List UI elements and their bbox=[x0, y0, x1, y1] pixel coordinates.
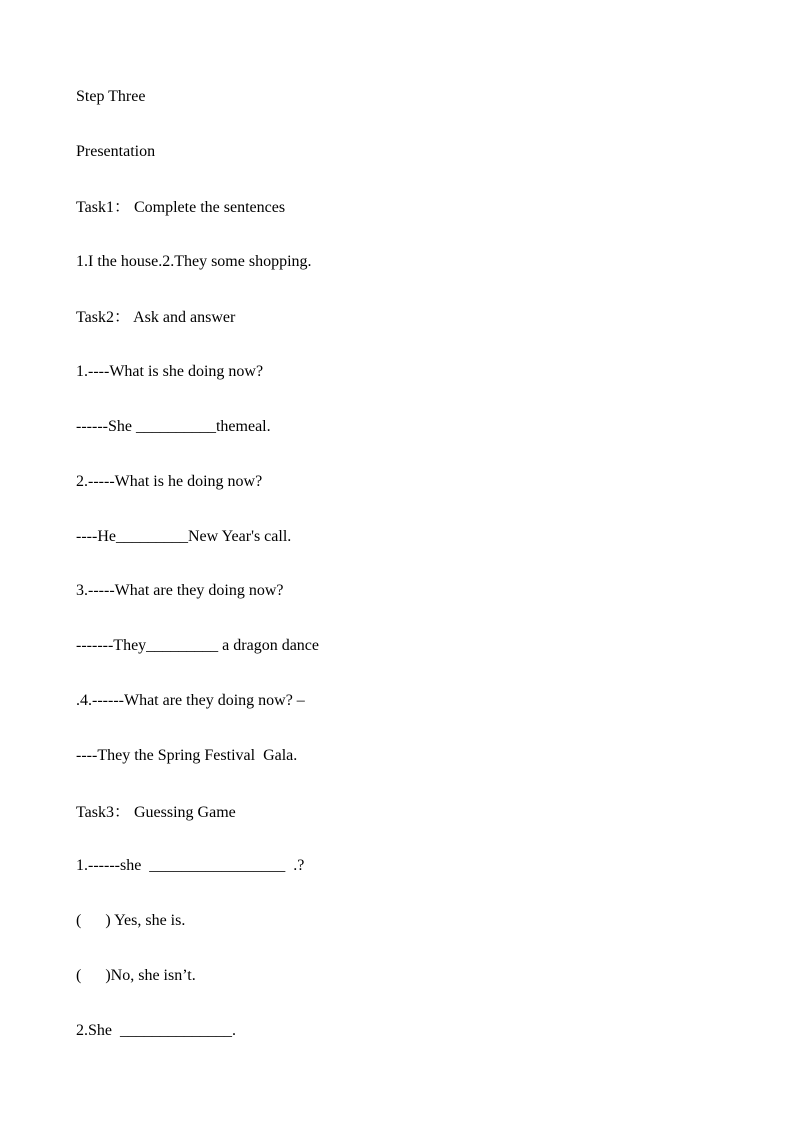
task3-heading: Task3： Guessing Game bbox=[76, 804, 236, 821]
section-heading: Presentation bbox=[76, 143, 156, 160]
task2-question-2: 2.-----What is he doing now? bbox=[76, 473, 263, 490]
step-heading: Step Three bbox=[76, 88, 146, 105]
task3-question-1: 1.------she _________________ .? bbox=[76, 857, 305, 874]
task2-heading: Task2： Ask and answer bbox=[76, 309, 236, 326]
task2-answer-4: ----They the Spring Festival Gala. bbox=[76, 747, 298, 764]
task2-answer-3: -------They_________ a dragon dance bbox=[76, 637, 320, 654]
task3-question-2: 2.She ______________. bbox=[76, 1022, 236, 1039]
task3-option-yes: ( ) Yes, she is. bbox=[76, 912, 186, 929]
task2-answer-2: ----He_________New Year's call. bbox=[76, 528, 292, 545]
task1-heading: Task1： Complete the sentences bbox=[76, 199, 286, 216]
task3-option-no: ( )No, she isn’t. bbox=[76, 967, 196, 984]
task1-sentences: 1.I the house.2.They some shopping. bbox=[76, 253, 312, 270]
task2-question-3: 3.-----What are they doing now? bbox=[76, 582, 284, 599]
task2-answer-1: ------She __________themeal. bbox=[76, 418, 271, 435]
task2-question-4: .4.------What are they doing now? – bbox=[76, 692, 305, 709]
task2-question-1: 1.----What is she doing now? bbox=[76, 363, 264, 380]
